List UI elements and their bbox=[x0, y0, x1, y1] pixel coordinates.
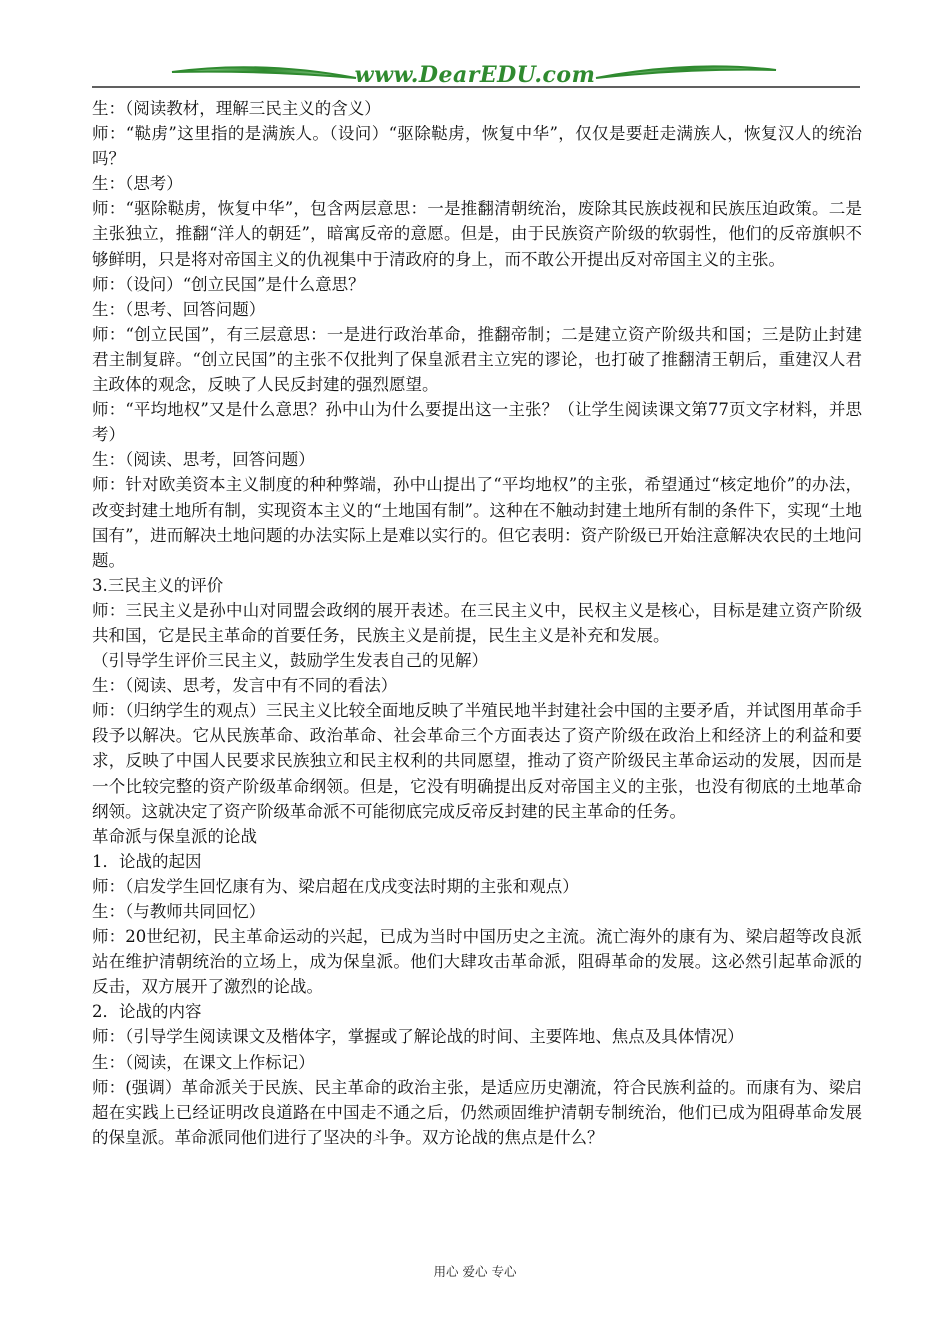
paragraph: 生：（阅读、思考，发言中有不同的看法） bbox=[92, 676, 398, 696]
paragraph: 师：“驱除鞑虏，恢复中华”，包含两层意思：一是推翻清朝统治，废除其民族歧视和民族压迫政策。二是主张独立，推翻“洋人的朝廷”，暗寓反帝的意愿。但是，由于民族资产阶级的软弱性，他们的反帝旗帜不够鲜明，只是将对帝国主义的仇视集中于清政府的身上，而不敢公开提出反对帝国主义的主张。 bbox=[92, 199, 862, 269]
paragraph: 师：（引导学生阅读课文及楷体字，掌握或了解论战的时间、主要阵地、焦点及具体情况） bbox=[92, 1027, 744, 1047]
section-heading: 3.三民主义的评价 bbox=[92, 575, 224, 595]
section-heading: 革命派与保皇派的论战 bbox=[92, 826, 257, 846]
paragraph: 生：（思考、回答问题） bbox=[92, 299, 266, 319]
section-heading: 2．论战的内容 bbox=[92, 1002, 202, 1022]
paragraph: 师：“创立民国”，有三层意思：一是进行政治革命，推翻帝制；二是建立资产阶级共和国；三是防止封建君主制复辟。“创立民国”的主张不仅批判了保皇派君主立宪的谬论，也打破了推翻清王朝后，重建汉人君主政体的观念，反映了人民反封建的强烈愿望。 bbox=[92, 324, 862, 395]
paragraph: 师：（设问）“创立民国”是什么意思？ bbox=[92, 274, 365, 294]
paragraph: 师：针对欧美资本主义制度的种种弊端，孙中山提出了“平均地权”的主张，希望通过“核定地价”的办法，改变封建土地所有制，实现资本主义的“土地国有制”。这种在不触动封建土地所有制的条件下，实现“土地国有”，进而解决土地问题的办法实际上是难以实行的。但它表明：资产阶级已开始注意解决农民的土地问题。 bbox=[92, 475, 862, 570]
section-heading: 1．论战的起因 bbox=[92, 851, 202, 871]
document-body bbox=[92, 96, 862, 1150]
paragraph: 师：(强调）革命派关于民族、民主革命的政治主张，是适应历史潮流，符合民族利益的。而康有为、梁启超在实践上已经证明改良道路在中国走不通之后，仍然顽固维护清朝专制统治，他们已成为阻碍革命发展的保皇派。革命派同他们进行了坚决的斗争。双方论战的焦点是什么？ bbox=[92, 1077, 862, 1147]
paragraph: 生：（阅读，在课文上作标记） bbox=[92, 1052, 315, 1072]
paragraph: 生：（阅读、思考，回答问题） bbox=[92, 450, 315, 470]
paragraph: 师：（归纳学生的观点）三民主义比较全面地反映了半殖民地半封建社会中国的主要矛盾，并试图用革命手段予以解决。它从民族革命、政治革命、社会革命三个方面表达了资产阶级在政治上和经济上的利益和要求，反映了中国人民要求民族独立和民主权利的共同愿望，推动了资产阶级民主革命运动的发展，因而是一个比较完整的资产阶级革命纲领。但是，它没有明确提出反对帝国主义的主张，也没有彻底的土地革命纲领。这就决定了资产阶级革命派不可能彻底完成反帝反封建的民主革命的任务。 bbox=[92, 701, 862, 821]
paragraph: 师：“鞑虏”这里指的是满族人。（设问）“驱除鞑虏，恢复中华”，仅仅是要赶走满族人，恢复汉人的统治吗？ bbox=[92, 124, 862, 169]
page-footer: 用心 爱心 专心 bbox=[433, 1264, 517, 1279]
paragraph: （引导学生评价三民主义，鼓励学生发表自己的见解） bbox=[92, 651, 488, 671]
site-logo-text: www.DearEDU.com bbox=[354, 62, 596, 88]
paragraph: 师：（启发学生回忆康有为、梁启超在戊戌变法时期的主张和观点） bbox=[92, 876, 579, 896]
paragraph: 师：“平均地权”又是什么意思？孙中山为什么要提出这一主张？（让学生阅读课文第77页文字材料，并思考） bbox=[92, 400, 862, 445]
paragraph: 师：三民主义是孙中山对同盟会政纲的展开表述。在三民主义中，民权主义是核心，目标是建立资产阶级共和国，它是民主革命的首要任务，民族主义是前提，民生主义是补充和发展。 bbox=[92, 600, 862, 645]
paragraph: 生：（与教师共同回忆） bbox=[92, 902, 266, 921]
page-header bbox=[0, 0, 950, 100]
paragraph: 生：（思考） bbox=[92, 174, 183, 194]
paragraph: 师：20世纪初，民主革命运动的兴起，已成为当时中国历史之主流。流亡海外的康有为、梁启超等改良派站在维护清朝统治的立场上，成为保皇派。他们大肆攻击革命派，阻碍革命的发展。这必然引起革命派的反击，双方展开了激烈的论战。 bbox=[92, 927, 862, 997]
paragraph: 生：（阅读教材，理解三民主义的含义） bbox=[92, 99, 381, 118]
